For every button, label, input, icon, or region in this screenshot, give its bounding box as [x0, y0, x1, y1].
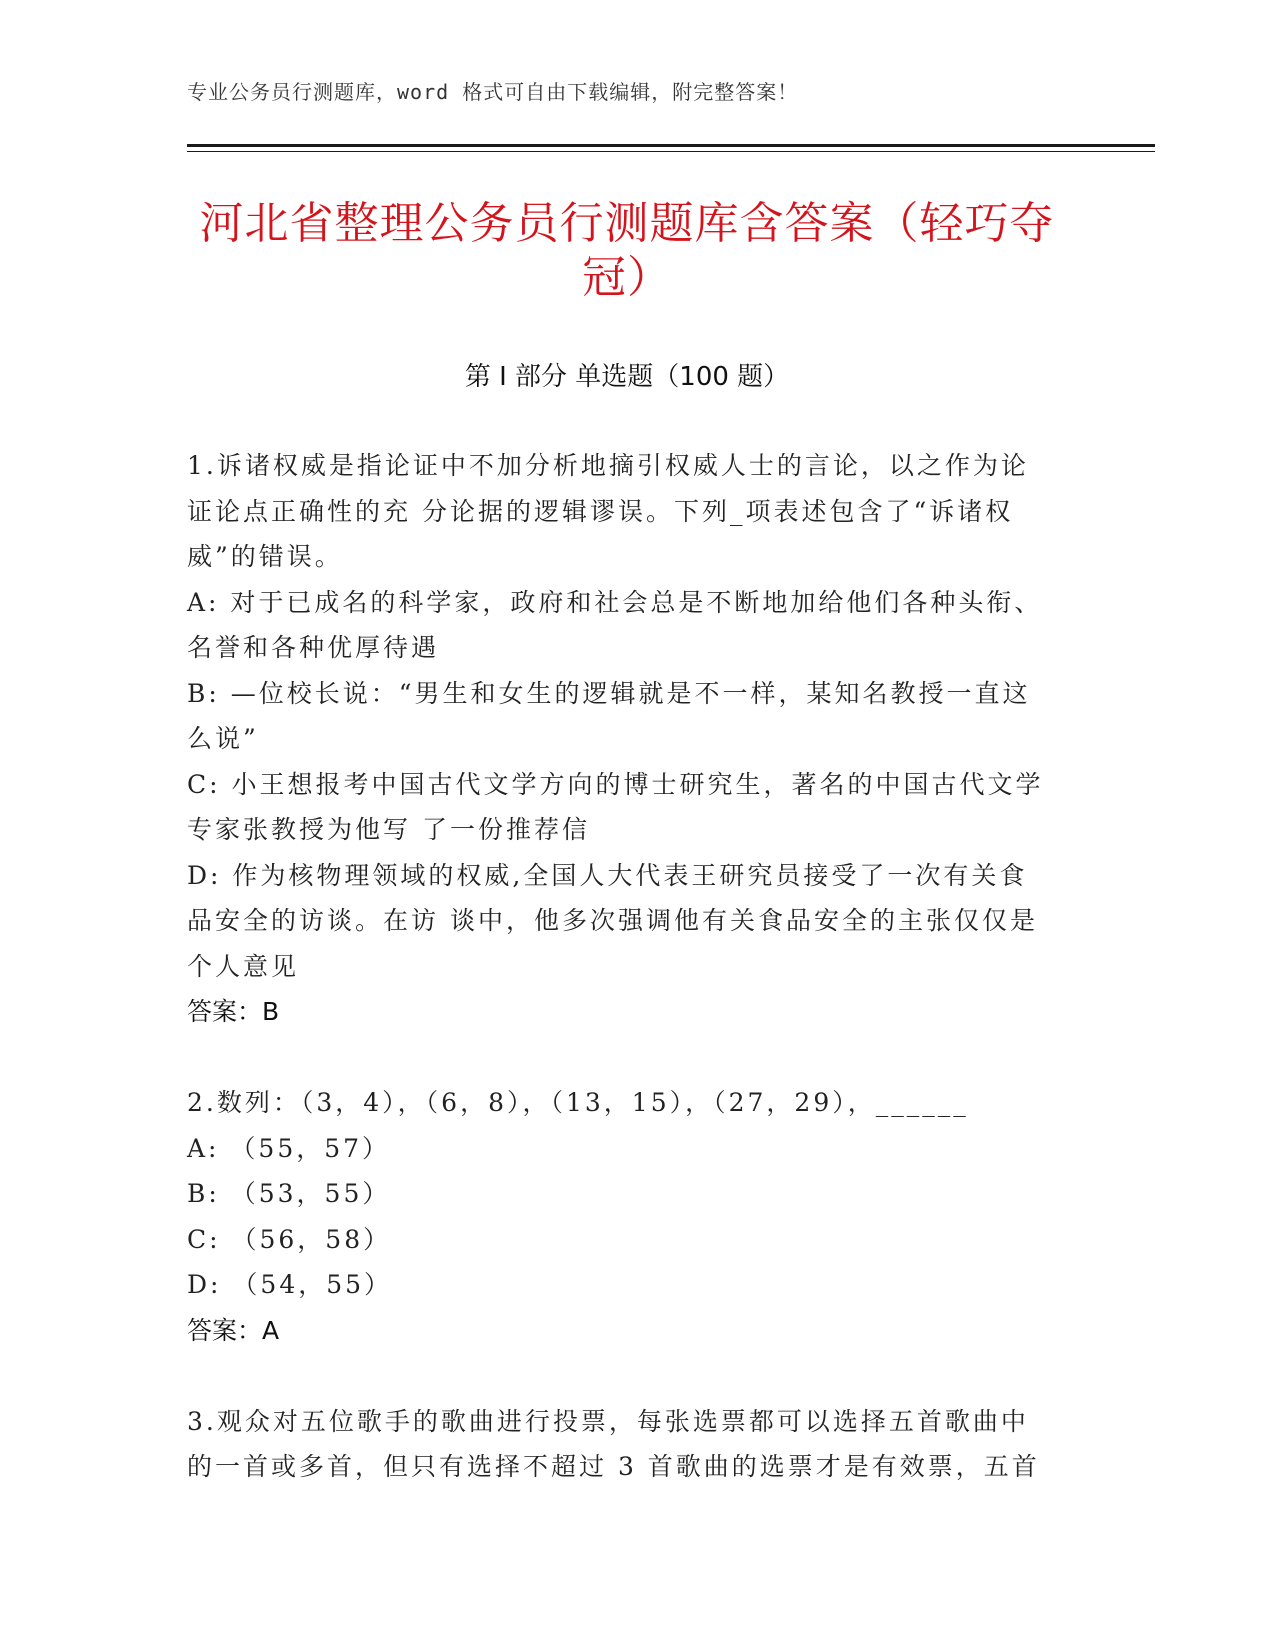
question-2-option-d: D: （54，55） — [187, 1270, 393, 1299]
question-1-option-a: A: 对于已成名的科学家，政府和社会总是不断地加给他们各种头衔、 — [187, 587, 1043, 617]
question-3-stem-line: 3.观众对五位歌手的歌曲进行投票，每张选票都可以选择五首歌曲中 — [187, 1406, 1029, 1436]
question-1-option-c: C: 小王想报考中国古代文学方向的博士研究生，著名的中国古代文学 — [187, 769, 1044, 799]
question-list — [187, 443, 1067, 1536]
question-2-stem-line: 2.数列：（3，4），（6，8），（13，15），（27，29），______ — [187, 1088, 969, 1117]
header-note: 专业公务员行测题库，word 格式可自由下载编辑，附完整答案！ — [187, 80, 799, 104]
question-1-option-d: 个人意见 — [187, 951, 300, 981]
question-1-option-b: B: —位校长说：“男生和女生的逻辑就是不一样，某知名教授一直这 — [187, 678, 1031, 708]
question-2-option-b: B: （53，55） — [187, 1179, 391, 1208]
question-1-answer: 答案：B — [187, 997, 280, 1026]
question-3-stem-line: 的一首或多首，但只有选择不超过 3 首歌曲的选票才是有效票，五首 — [187, 1452, 1040, 1481]
question-1-option-d: D: 作为核物理领域的权威,全国人大代表王研究员接受了一次有关食 — [187, 860, 1028, 890]
question-1-stem-line: 证论点正确性的充 分论据的逻辑谬误。下列_项表述包含了“诉诸权 — [187, 496, 1014, 526]
question-2-option-a: A: （55，57） — [187, 1133, 391, 1163]
header-rule-thin — [187, 151, 1155, 152]
header-rule-thick — [187, 144, 1155, 147]
question-1-option-b: 么说” — [187, 724, 259, 753]
question-3 — [187, 1399, 1067, 1490]
question-2-answer: 答案：A — [187, 1315, 280, 1345]
document-title: 河北省整理公务员行测题库含答案（轻巧夺冠） — [199, 198, 1055, 303]
question-1-stem-line: 1.诉诸权威是指论证中不加分析地摘引权威人士的言论，以之作为论 — [187, 451, 1029, 480]
question-1-option-c: 专家张教授为他写 了一份推荐信 — [187, 815, 590, 844]
section-title: 第 I 部分 单选题（100 题） — [464, 362, 790, 392]
question-2-option-c: C: （56，58） — [187, 1224, 392, 1254]
question-2 — [187, 1080, 1067, 1353]
question-1 — [187, 443, 1067, 1034]
question-1-option-a: 名誉和各种优厚待遇 — [187, 633, 440, 662]
question-1-stem-line: 威”的错误。 — [187, 542, 343, 571]
question-1-option-d: 品安全的访谈。在访 谈中，他多次强调他有关食品安全的主张仅仅是 — [187, 906, 1038, 935]
